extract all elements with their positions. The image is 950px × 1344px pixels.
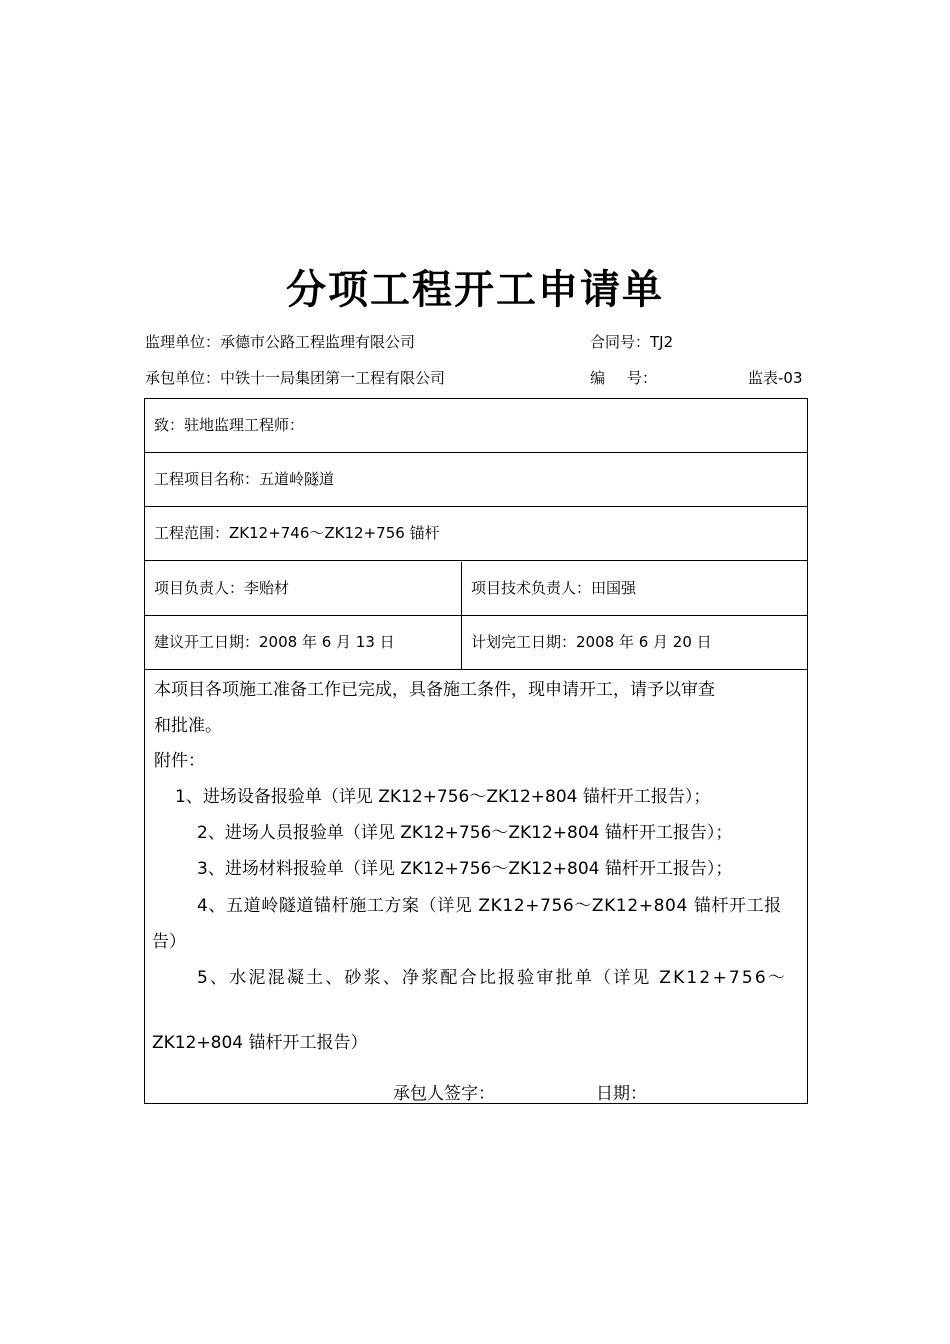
body-line-1: 本项目各项施工准备工作已完成，具备施工条件，现申请开工，请予以审查: [154, 680, 715, 700]
proposed-start-date: 建议开工日期：2008 年 6 月 13 日: [154, 633, 395, 651]
attachment-2: 2、进场人员报验单（详见 ZK12+756～ZK12+804 锚杆开工报告）；: [197, 823, 733, 843]
attachment-3: 3、进场材料报验单（详见 ZK12+756～ZK12+804 锚杆开工报告）；: [197, 859, 733, 879]
work-scope: 工程范围：ZK12+746～ZK12+756 锚杆: [154, 524, 440, 542]
application-body: [145, 671, 807, 1103]
attachment-4-cont: 告）: [152, 932, 186, 952]
contractor-unit: 承包单位：中铁十一局集团第一工程有限公司: [145, 369, 446, 387]
project-name: 工程项目名称：五道岭隧道: [154, 470, 335, 488]
serial-number-label-b: 号：: [627, 369, 658, 387]
attachment-5-cont: ZK12+804 锚杆开工报告）: [152, 1033, 368, 1053]
tech-leader: 项目技术负责人：田国强: [471, 579, 637, 597]
recipient-text: 致：驻地监理工程师：: [154, 416, 305, 434]
contractor-signature-label: 承包人签字：: [393, 1084, 495, 1104]
form-code: 监表-03: [748, 369, 803, 387]
contract-number: 合同号：TJ2: [590, 333, 674, 351]
row-scope: [145, 507, 807, 561]
body-line-2: 和批准。: [154, 716, 222, 736]
signature-date-label: 日期：: [596, 1084, 647, 1104]
application-form: [144, 398, 808, 1104]
attachment-5: 5、水泥混凝土、砂浆、净浆配合比报验审批单（详见 ZK12+756～: [197, 968, 788, 988]
page-title: 分项工程开工申请单: [286, 266, 664, 313]
project-leader: 项目负责人：李贻材: [154, 579, 290, 597]
row-dates: [145, 616, 807, 670]
row-leaders: [145, 562, 807, 616]
serial-number-label-a: 编: [590, 369, 606, 387]
planned-finish-date: 计划完工日期：2008 年 6 月 20 日: [471, 633, 712, 651]
attachment-4: 4、五道岭隧道锚杆施工方案（详见 ZK12+756～ZK12+804 锚杆开工报: [197, 896, 782, 916]
attachments-label: 附件：: [154, 751, 205, 771]
row-project-name: [145, 453, 807, 507]
serial-number-label: [590, 367, 657, 388]
supervisor-unit: 监理单位：承德市公路工程监理有限公司: [145, 333, 416, 351]
attachment-1: 1、进场设备报验单（详见 ZK12+756～ZK12+804 锚杆开工报告）；: [175, 787, 711, 807]
row-recipient: [145, 399, 807, 453]
